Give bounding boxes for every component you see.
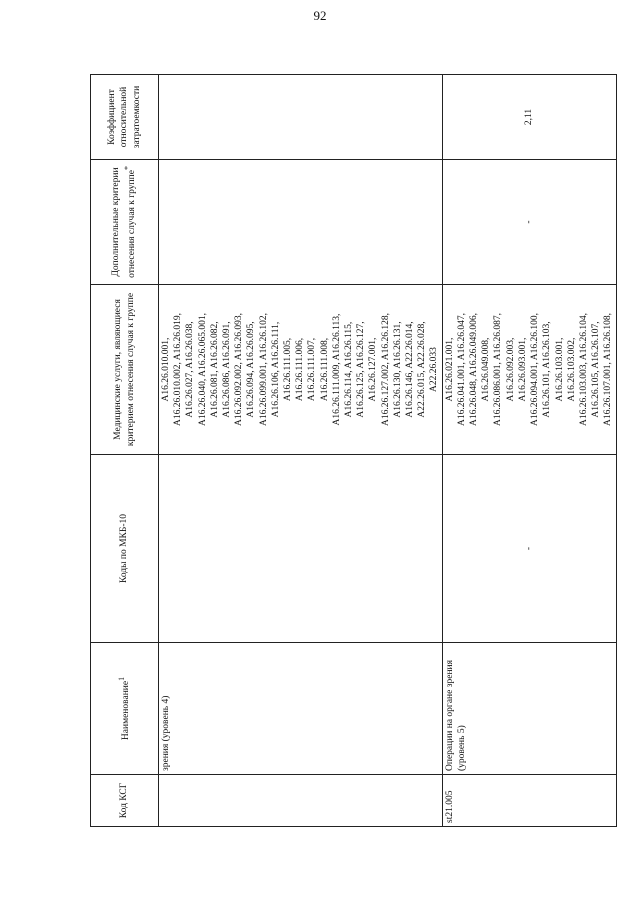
service-code-line: A16.26.127.001, [368, 337, 379, 402]
rotated-table-container [90, 75, 614, 827]
service-code-line: A16.26.094.001, A16.26.100, [530, 313, 541, 426]
service-code-line: A16.26.086, A16.26.091, [222, 321, 233, 418]
page-number: 92 [313, 8, 327, 23]
service-code-line: A16.26.103.001, [554, 337, 565, 402]
header-extra-text: Дополнительные критерии отнесения случая к группе [111, 167, 138, 278]
service-code-line: A16.26.049.008, [481, 337, 492, 402]
service-code-line: A16.26.146, A22.26.014, [405, 321, 416, 418]
service-code-line: A16.26.125, A16.26.127, [356, 321, 367, 418]
header-mkb: Коды по МКБ-10 [91, 455, 159, 643]
service-code-line: A16.26.048, A16.26.049.006, [469, 313, 480, 426]
row-code [159, 775, 443, 827]
header-name [91, 643, 159, 775]
service-code-line: A16.26.107.001, A16.26.108, [603, 313, 614, 426]
header-services: Медицинские услуги, являющиеся критерием отнесения случая к группе [91, 285, 159, 455]
row-mkb [159, 455, 443, 643]
service-code-line: A16.26.111.006, [295, 337, 306, 402]
service-code-line: A16.26.041.001, A16.26.047, [456, 313, 467, 426]
service-code-line: A16.26.086.001, A16.26.087, [493, 313, 504, 426]
header-coef: Коэффициент относительной затратоемкости [91, 75, 159, 160]
service-code-line: A16.26.111.007, [307, 337, 318, 402]
service-code-line: A22.26.033 [429, 347, 440, 392]
table-row [159, 75, 443, 827]
row-extra: - [442, 160, 616, 285]
service-code-line: A16.26.027, A16.26.038, [185, 321, 196, 418]
table-header-row [91, 75, 159, 827]
service-code-line: A16.26.021.001, [444, 337, 455, 402]
service-code-line: A16.26.103.002, [566, 337, 577, 402]
ksg-table [90, 74, 617, 827]
service-code-line: A16.26.092.002, A16.26.093, [234, 313, 245, 426]
service-code-line: A16.26.111.008, [319, 337, 330, 402]
service-code-line: A16.26.092.003, [505, 337, 516, 402]
row-mkb: - [442, 455, 616, 643]
service-code-line: A16.26.099.001, A16.26.102, [258, 313, 269, 426]
row-coef [159, 75, 443, 160]
service-code-line: A16.26.106, A16.26.111, [270, 321, 281, 418]
header-code: Код КСГ [91, 775, 159, 827]
header-name-text: Наименование [121, 680, 132, 741]
header-extra-mark: * [123, 166, 133, 171]
service-code-line: A16.26.111.009, A16.26.113, [331, 313, 342, 426]
service-code-line: A16.26.114, A16.26.115, [344, 321, 355, 418]
row-name: Операции на органе зрения (уровень 5) [442, 643, 616, 775]
header-extra [91, 160, 159, 285]
service-code-line: A16.26.010.002, A16.26.019, [173, 313, 184, 426]
service-code-line: A16.26.094, A16.26.095, [246, 321, 257, 418]
service-code-line: A16.26.111.005, [283, 337, 294, 402]
service-code-line: A16.26.127.002, A16.26.128, [380, 313, 391, 426]
service-code-line: A16.26.040, A16.26.065.001, [197, 313, 208, 426]
service-code-line: A16.26.093.001, [517, 337, 528, 402]
row-coef: 2,11 [442, 75, 616, 160]
service-code-line: A16.26.010.001, [161, 337, 171, 402]
service-code-line: A16.26.081, A16.26.082, [209, 321, 220, 418]
service-code-line: A16.26.101, A16.26.103, [542, 321, 553, 418]
row-code: st21.005 [442, 775, 616, 827]
service-code-line: A16.26.130, A16.26.131, [392, 321, 403, 418]
service-code-line: A16.26.103.003, A16.26.104, [578, 313, 589, 426]
row-services [159, 285, 443, 455]
service-code-line: A22.26.015, A22.26.028, [417, 321, 428, 418]
table-row [442, 75, 616, 827]
row-extra [159, 160, 443, 285]
header-name-mark: 1 [117, 676, 127, 681]
row-name: зрения (уровень 4) [159, 643, 443, 775]
row-services [442, 285, 616, 455]
service-code-line: A16.26.105, A16.26.107, [591, 321, 602, 418]
